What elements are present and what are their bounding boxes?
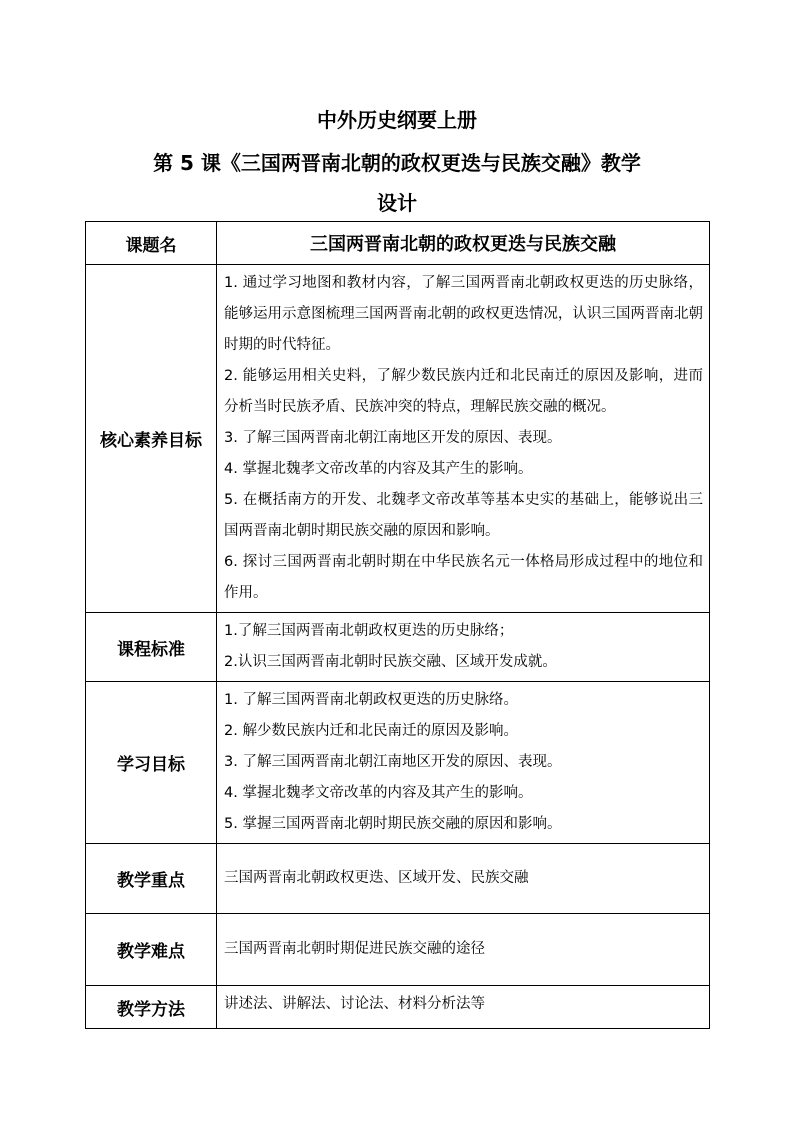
topic-value: 三国两晋南北朝的政权更迭与民族交融 bbox=[217, 222, 710, 265]
core-literacy-content bbox=[217, 265, 710, 613]
curriculum-standard-label: 课程标准 bbox=[86, 613, 217, 682]
learning-goal-item-3: 3. 了解三国两晋南北朝江南地区开发的原因、表现。 bbox=[224, 754, 562, 770]
methods-label: 教学方法 bbox=[86, 986, 217, 1029]
key-points-label: 教学重点 bbox=[86, 844, 217, 914]
methods-content: 讲述法、讲解法、讨论法、材料分析法等 bbox=[217, 986, 710, 1029]
table-row-curriculum-standard bbox=[86, 613, 710, 682]
table-row-core-literacy bbox=[86, 265, 710, 613]
learning-goal-item-5: 5. 掌握三国两晋南北朝时期民族交融的原因和影响。 bbox=[224, 816, 562, 832]
document-subtitle: 第 5 课《三国两晋南北朝的政权更迭与民族交融》教学 bbox=[153, 151, 641, 175]
learning-goals-label: 学习目标 bbox=[86, 682, 217, 844]
learning-goal-item-4: 4. 掌握北魏孝文帝改革的内容及其产生的影响。 bbox=[224, 785, 533, 801]
learning-goal-item-2: 2. 解少数民族内迁和北民南迁的原因及影响。 bbox=[224, 723, 518, 739]
curriculum-standard-item-1: 1.了解三国两晋南北朝政权更迭的历史脉络； bbox=[224, 623, 514, 639]
core-literacy-label: 核心素养目标 bbox=[86, 265, 217, 613]
core-literacy-item-6: 6. 探讨三国两晋南北朝时期在中华民族名元一体格局形成过程中的地位和作用。 bbox=[224, 554, 703, 601]
document-subtitle-continued: 设计 bbox=[377, 191, 417, 215]
topic-label: 课题名 bbox=[86, 222, 217, 265]
table-row-topic bbox=[86, 222, 710, 265]
core-literacy-item-3: 3. 了解三国两晋南北朝江南地区开发的原因、表现。 bbox=[224, 430, 562, 446]
table-row-key-points bbox=[86, 844, 710, 914]
difficulties-content: 三国两晋南北朝时期促进民族交融的途径 bbox=[217, 914, 710, 986]
learning-goals-content bbox=[217, 682, 710, 844]
core-literacy-item-4: 4. 掌握北魏孝文帝改革的内容及其产生的影响。 bbox=[224, 461, 533, 477]
document-title: 中外历史纲要上册 bbox=[317, 108, 477, 132]
core-literacy-item-2: 2. 能够运用相关史料，了解少数民族内迁和北民南迁的原因及影响，进而分析当时民族矛盾、民族冲突的特点，理解民族交融的概况。 bbox=[224, 368, 703, 415]
core-literacy-item-1: 1. 通过学习地图和教材内容，了解三国两晋南北朝政权更迭的历史脉络，能够运用示意图梳理三国两晋南北朝的政权更迭情况，认识三国两晋南北朝时期的时代特征。 bbox=[224, 275, 703, 353]
curriculum-standard-item-2: 2.认识三国两晋南北朝时民族交融、区域开发成就。 bbox=[224, 654, 557, 670]
table-row-methods bbox=[86, 986, 710, 1029]
table-row-difficulties bbox=[86, 914, 710, 986]
key-points-content: 三国两晋南北朝政权更迭、区域开发、民族交融 bbox=[217, 844, 710, 914]
difficulties-label: 教学难点 bbox=[86, 914, 217, 986]
lesson-plan-table bbox=[85, 221, 710, 1029]
table-row-learning-goals bbox=[86, 682, 710, 844]
curriculum-standard-content bbox=[217, 613, 710, 682]
core-literacy-item-5: 5. 在概括南方的开发、北魏孝文帝改革等基本史实的基础上，能够说出三国两晋南北朝时期民族交融的原因和影响。 bbox=[224, 492, 703, 539]
learning-goal-item-1: 1. 了解三国两晋南北朝政权更迭的历史脉络。 bbox=[224, 692, 518, 708]
